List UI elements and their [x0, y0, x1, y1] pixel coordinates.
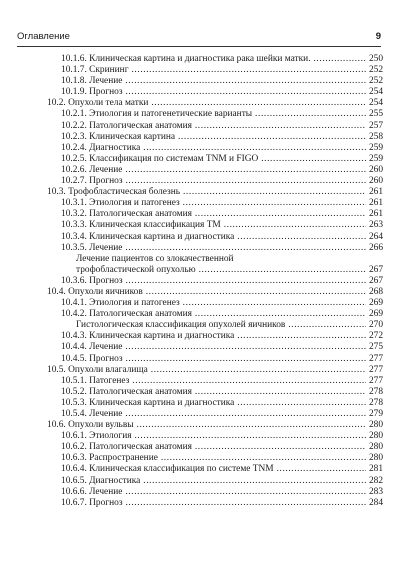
toc-entry-title: 10.6.3. Распространение ..... [61, 453, 366, 464]
toc-entry-page: 267 [368, 264, 383, 275]
toc-entry-title: 10.1.9. Прогноз ..... [61, 87, 366, 98]
toc-entry-page: 258 [368, 131, 383, 142]
toc-entry[interactable] [0, 54, 400, 65]
toc-entry-page: 283 [368, 486, 383, 497]
toc-entry-page: 261 [368, 209, 383, 220]
toc-entry[interactable] [0, 464, 400, 475]
toc-entry-title: 10.5.2. Патологическая анатомия ..... [61, 387, 366, 398]
toc-entry-title: 10.1.8. Лечение ..... [61, 76, 366, 87]
toc-entry[interactable] [0, 109, 400, 120]
toc-entry-page: 261 [368, 198, 383, 209]
table-of-contents [0, 54, 400, 509]
toc-entry-page: 267 [368, 275, 383, 286]
toc-entry-page: 254 [368, 98, 383, 109]
toc-entry-title: 10.6. Опухоли вульвы ..... [47, 420, 366, 431]
toc-entry[interactable] [0, 65, 400, 76]
toc-entry[interactable] [0, 243, 400, 254]
toc-entry-title: 10.6.5. Диагностика ..... [61, 476, 366, 487]
toc-entry[interactable] [0, 453, 400, 464]
toc-entry[interactable] [0, 420, 400, 431]
toc-entry-title: 10.1.6. Клиническая картина и диагностика рака шейки матки. ..... [61, 54, 366, 65]
toc-entry[interactable] [0, 154, 400, 165]
toc-entry[interactable] [0, 98, 400, 109]
toc-entry-page: 252 [368, 76, 383, 87]
toc-entry-title: 10.2.2. Патологическая анатомия ..... [61, 121, 366, 132]
toc-entry-title-line1: Лечение пациентов со злокачественной [76, 253, 234, 264]
toc-entry-page: 257 [368, 120, 383, 131]
toc-entry[interactable] [0, 121, 400, 132]
toc-entry-page: 259 [368, 142, 383, 153]
toc-entry-title: трофобластической опухолью ..... [76, 265, 366, 276]
toc-entry-page: 284 [368, 497, 383, 508]
toc-entry[interactable] [0, 398, 400, 409]
toc-entry[interactable] [0, 342, 400, 353]
toc-entry-title: 10.2.7. Прогноз ..... [61, 176, 366, 187]
toc-entry[interactable] [0, 165, 400, 176]
toc-entry-page: 269 [368, 309, 383, 320]
toc-entry-page: 255 [368, 109, 383, 120]
toc-entry[interactable] [0, 309, 400, 320]
toc-entry[interactable] [0, 442, 400, 453]
toc-entry-title: 10.5.1. Патогенез ..... [61, 376, 366, 387]
section-title: Оглавление [17, 31, 70, 42]
toc-entry-page: 254 [368, 87, 383, 98]
toc-entry-page: 277 [368, 364, 383, 375]
toc-entry[interactable] [0, 276, 400, 287]
toc-entry-title: 10.1.7. Скрининг ..... [61, 65, 366, 76]
toc-entry-page: 278 [368, 386, 383, 397]
toc-entry[interactable] [0, 320, 400, 331]
toc-entry-page: 260 [368, 164, 383, 175]
toc-entry-title: 10.3.6. Прогноз ..... [61, 276, 366, 287]
toc-entry-page: 260 [368, 176, 383, 187]
toc-entry-page: 280 [368, 453, 383, 464]
toc-entry[interactable] [0, 431, 400, 442]
toc-entry[interactable] [0, 331, 400, 342]
toc-entry-title: 10.4.3. Клиническая картина и диагностика ..... [61, 331, 366, 342]
toc-entry-title: 10.5. Опухоли влагалища ..... [47, 365, 366, 376]
toc-entry[interactable] [0, 143, 400, 154]
header-rule [17, 46, 381, 47]
toc-entry[interactable] [0, 87, 400, 98]
toc-entry-title: 10.6.2. Патологическая анатомия ..... [61, 442, 366, 453]
toc-entry-title: 10.5.3. Клиническая картина и диагностика ..... [61, 398, 366, 409]
toc-entry-page: 277 [368, 353, 383, 364]
toc-entry-page: 279 [368, 409, 383, 419]
toc-entry-title: 10.3.1. Этиология и патогенез ..... [61, 198, 366, 209]
toc-entry[interactable] [0, 487, 400, 498]
toc-entry-page: 268 [368, 286, 383, 297]
toc-entry-title: 10.3.3. Клиническая классификация TM ..... [61, 220, 366, 231]
toc-entry[interactable] [0, 76, 400, 87]
toc-entry-page: 266 [368, 242, 383, 253]
toc-entry[interactable] [0, 176, 400, 187]
toc-entry-title: 10.6.6. Лечение ..... [61, 487, 366, 498]
toc-entry-title: 10.4.2. Патологическая анатомия ..... [61, 309, 366, 320]
toc-entry-title: 10.2.5. Классификация по системам TNM и FIGO ..... [61, 154, 366, 165]
toc-entry-page: 280 [368, 431, 383, 442]
toc-entry[interactable] [0, 409, 400, 420]
toc-entry-title: 10.4.4. Лечение ..... [61, 342, 366, 353]
toc-entry[interactable] [0, 387, 400, 398]
toc-entry-title: 10.3.4. Клиническая картина и диагностика ..... [61, 232, 366, 243]
toc-entry[interactable] [0, 132, 400, 143]
toc-entry-title: 10.5.4. Лечение ..... [61, 409, 366, 420]
toc-entry-page: 264 [368, 231, 383, 242]
toc-entry-page: 275 [368, 342, 383, 353]
toc-entry-title: 10.2.6. Лечение ..... [61, 165, 366, 176]
toc-entry[interactable] [0, 198, 400, 209]
toc-entry-page: 272 [368, 331, 383, 342]
toc-entry-page: 252 [368, 65, 383, 76]
toc-entry-page: 261 [368, 187, 383, 198]
toc-entry[interactable] [0, 287, 400, 298]
toc-entry-title: 10.6.4. Клиническая классификация по системе TNM ..... [61, 464, 366, 475]
toc-entry-title: 10.3. Трофобластическая болезнь ..... [47, 187, 366, 198]
toc-entry-page: 280 [368, 420, 383, 431]
toc-entry-title: 10.3.5. Лечение ..... [61, 243, 366, 254]
toc-entry[interactable] [0, 187, 400, 198]
toc-entry-title: 10.2. Опухоли тела матки ..... [47, 98, 366, 109]
toc-entry[interactable] [0, 476, 400, 487]
toc-entry-page: 280 [368, 442, 383, 453]
toc-entry[interactable] [0, 298, 400, 309]
toc-entry-page: 281 [368, 464, 383, 475]
toc-entry[interactable] [0, 209, 400, 220]
toc-entry-title: 10.2.4. Диагностика ..... [61, 143, 366, 154]
toc-entry-page: 259 [368, 153, 383, 164]
toc-entry[interactable] [0, 232, 400, 243]
toc-entry-page: 282 [368, 475, 383, 486]
toc-entry[interactable] [0, 498, 400, 509]
toc-entry-title: 10.4.5. Прогноз ..... [61, 354, 366, 365]
toc-entry-title: 10.2.3. Клиническая картина ..... [61, 132, 366, 143]
running-header [17, 31, 381, 45]
toc-entry-page: 250 [368, 54, 383, 64]
toc-entry[interactable] [0, 354, 400, 365]
toc-entry-title: 10.6.1. Этиология ..... [61, 431, 366, 442]
toc-entry-page: 270 [368, 320, 383, 331]
toc-entry-title: 10.2.1. Этиология и патогенетические варианты ..... [61, 109, 366, 120]
toc-entry-page: 277 [368, 375, 383, 386]
toc-entry[interactable] [0, 376, 400, 387]
toc-entry-title: 10.6.7. Прогноз ..... [61, 498, 366, 509]
toc-entry-page: 263 [368, 220, 383, 231]
toc-entry-page: 278 [368, 397, 383, 408]
toc-entry[interactable] [0, 254, 400, 276]
toc-entry[interactable] [0, 365, 400, 376]
toc-entry-title: 10.3.2. Патологическая анатомия ..... [61, 209, 366, 220]
toc-entry[interactable] [0, 220, 400, 231]
page-number: 9 [375, 31, 381, 42]
toc-entry-title: 10.4.1. Этиология и патогенез ..... [61, 298, 366, 309]
toc-entry-page: 269 [368, 298, 383, 309]
toc-entry-title: 10.4. Опухоли яичников ..... [47, 287, 366, 298]
toc-entry-title: Гистологическая классификация опухолей яичников ..... [76, 320, 366, 331]
